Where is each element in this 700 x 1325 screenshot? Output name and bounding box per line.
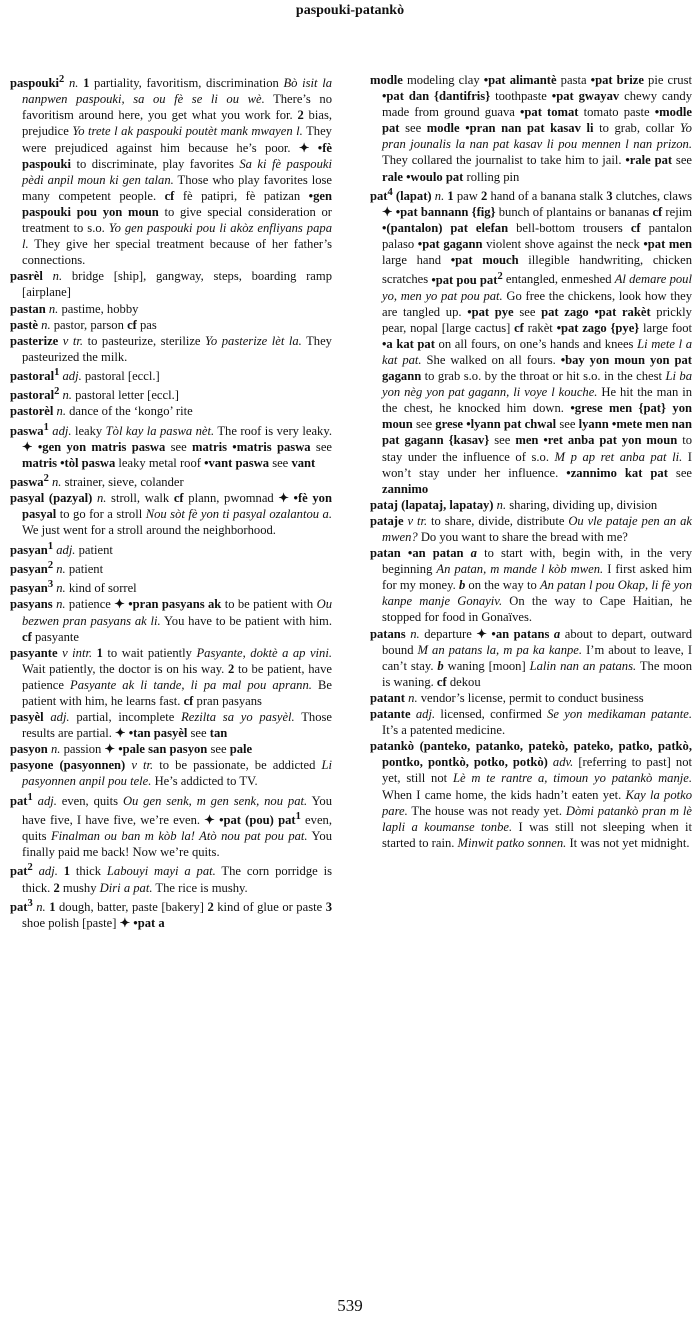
dictionary-entry: pastorèl n. dance of the ‘kongo’ rite	[10, 404, 193, 419]
dictionary-entry: pastan n. pastime, hobby	[10, 301, 139, 316]
dictionary-entry: pastoral$^2$ n. pastoral letter [eccl.]	[10, 386, 179, 403]
dictionary-entry: pasyon n. passion ✦ •pale san pasyon see pale	[10, 742, 253, 757]
dictionary-entry: pasyan$^2$ n. patient	[10, 559, 104, 577]
dictionary-entry: patant n. vendor’s license, permit to conduct business	[370, 690, 644, 705]
dictionary-entry: pat$^2$ adj. 1 thick Labouyi mayi a pat. The corn porridge is thick. 2 mushy Diri a pat. The rice is mushy.	[10, 862, 332, 895]
dictionary-entry: pasrèl n. bridge [ship], gangway, steps, boarding ramp [airplane]	[10, 269, 332, 300]
dictionary-entry: pat$^4$ (lapat) n. 1 paw 2 hand of a banana stalk 3 clutches, claws ✦ •pat bannann {fig} bunch of plantains or bananas cf rejim •(pantalon) pat elefan bell-bottom trousers cf pantalon palaso •pat gagann violent shove against the neck •pat men large hand •pat mouch illegible handwriting, chicken scratches •pat pou pat$^2$ entangled, enmeshed Al demare poul yo, men yo pat pou pat. Go free the chickens, look how they are tangled up. •pat pye see pat zago •pat rakèt prickly pear, nopal [large cactus] cf rakèt •pat zago {pye} large foot •a kat pat on all fours, on one’s hands and knees Li mete l a kat pat. She walked on all fours. •bay yon moun yon pat gagann to grab s.o. by the throat or hit s.o. in the chest Li ba yon nèg yon pat gagann, li voye l kouche. He hit the man in the chest, he knocked him down. •grese men {pat} yon moun see grese •lyann pat chwal see lyann •mete men nan pat gagann {kasav} see men •ret anba pat yon moun to stay under the influence of s.o. M p ap ret anba pat li. I won’t stay under her influence. •zannimo kat pat see zannimo	[370, 186, 693, 496]
right-column	[370, 72, 692, 851]
page-number: 539	[337, 1296, 363, 1315]
left-column	[10, 72, 332, 931]
dictionary-entry: pataje v tr. to share, divide, distribute Ou vle pataje pen an ak mwen? Do you want to share the bread with me?	[370, 513, 692, 544]
dictionary-entry: pastè n. pastor, parson cf pas	[10, 317, 157, 332]
dictionary-entry: patans n. departure ✦ •an patans a about to depart, outward bound M an patans la, m pa ka kanpe. I’m about to leave, I can’t stay. b waning [moon] Lalin nan an patans. The moon is waning. cf dekou	[370, 626, 693, 689]
dictionary-entry: pat$^1$ adj. even, quits Ou gen senk, m gen senk, nou pat. You have five, I have five, we’re even. ✦ •pat (pou) pat$^1$ even, quits Finalman ou ban m kòb la! Atò nou pat pou pat. You finally paid me back! Now we’re quits.	[10, 791, 332, 860]
dictionary-entry: paswa$^2$ n. strainer, sieve, colander	[10, 473, 184, 490]
dictionary-entry: patante adj. licensed, confirmed Se yon medikaman patante. It’s a patented medicine.	[370, 707, 693, 738]
dictionary-entry: pasterize v tr. to pasteurize, sterilize Yo pasterize lèt la. They pasteurized the milk.	[10, 333, 332, 364]
dictionary-entry: patan •an patan a to start with, begin with, in the very beginning An patan, m mande l kòb mwen. I first asked him for my money. b on the way to An patan l pou Okap, li fè yon kanpe manje Gonayiv. On the way to Cape Haitian, he stopped for food in Gonaïves.	[370, 546, 693, 625]
dictionary-entry: pat$^3$ n. 1 dough, batter, paste [bakery] 2 kind of glue or paste 3 shoe polish [paste] ✦ •pat a	[10, 897, 332, 930]
dictionary-entry: pasyante v intr. 1 to wait patiently Pasyante, doktè a ap vini. Wait patiently, the doctor is on his way. 2 to be patient, have patience Pasyante ak li tande, li pa mal pou aprann. Be patient with him, he learns fast. cf pran pasyans	[10, 645, 333, 708]
dictionary-entry: modle modeling clay •pat alimantè pasta •pat brize pie crust •pat dan {dantifris} toothpaste •pat gwayav chewy candy made from ground guava •pat tomat tomato paste •modle pat see modle •pran nan pat kasav li to grab, collar Yo pran jounalis la nan pat kasav li pou mennen l nan prizon. They collared the journalist to take him to jail. •rale pat see rale •woulo pat rolling pin	[370, 73, 692, 184]
dictionary-entry: pasyèl adj. partial, incomplete Rezilta sa yo pasyèl. Those results are partial. ✦ •tan pasyèl see tan	[10, 710, 332, 741]
dictionary-entry: paspouki$^2$ n. 1 partiality, favoritism, discrimination Bò isit la nanpwen paspouki, sa ou fè se li ou wè. There’s no favoritism around here, you get what you work for. 2 bias, prejudice Yo trete l ak paspouki poutèt mank mwayen l. They were prejudiced against him because he’s poor. ✦ •fè paspouki to discriminate, play favorites Sa ki fè paspouki pèdi anpil moun ki gen talan. Those who play favorites lose many competent people. cf fè patipri, fè patizan •gen paspouki pou yon moun to give special consideration or treatment to s.o. Yo gen paspouki pou li akòz enfliyans papa l. They give her special treatment because of her father’s connections.	[10, 74, 332, 268]
page-header: paspouki-patankò	[295, 3, 405, 18]
dictionary-entry: pasyone (pasyonnen) v tr. to be passionate, be addicted Li pasyonnen anpil pou tele. He’s addicted to TV.	[10, 758, 333, 789]
dictionary-entry: pasyans n. patience ✦ •pran pasyans ak to be patient with Ou bezwen pran pasyans ak li. You have to be patient with him. cf pasyante	[10, 597, 332, 644]
dictionary-entry: pastoral$^1$ adj. pastoral [eccl.]	[10, 366, 160, 384]
dictionary-entry: pasyan$^3$ n. kind of sorrel	[10, 579, 137, 596]
dictionary-entry: patankò (panteko, patanko, patekò, pateko, patko, patkò, pontko, pontkò, potko, potkò) adv. [referring to past] not yet, still not Lè m te rantre a, timoun yo patankò manje. When I came home, the kids hadn’t eaten yet. Kay la potko pare. The house was not ready yet. Dòmi patankò pran m lè lapli a koumanse tonbe. I was still not sleeping when it started to rain. Minwit patko sonnen. It was not yet midnight.	[370, 739, 693, 850]
dictionary-entry: pasyal (pazyal) n. stroll, walk cf plann, pwomnad ✦ •fè yon pasyal to go for a stroll Nou sòt fè yon ti pasyal ozalantou a. We just went for a stroll around the neighborhood.	[10, 491, 332, 538]
dictionary-entry: paswa$^1$ adj. leaky Tòl kay la paswa nèt. The roof is very leaky. ✦ •gen yon matris paswa see matris •matris paswa see matris •tòl paswa leaky metal roof •vant paswa see vant	[10, 421, 333, 470]
dictionary-entry: pasyan$^1$ adj. patient	[10, 540, 113, 557]
dictionary-entry: pataj (lapataj, lapatay) n. sharing, dividing up, division	[370, 497, 658, 512]
